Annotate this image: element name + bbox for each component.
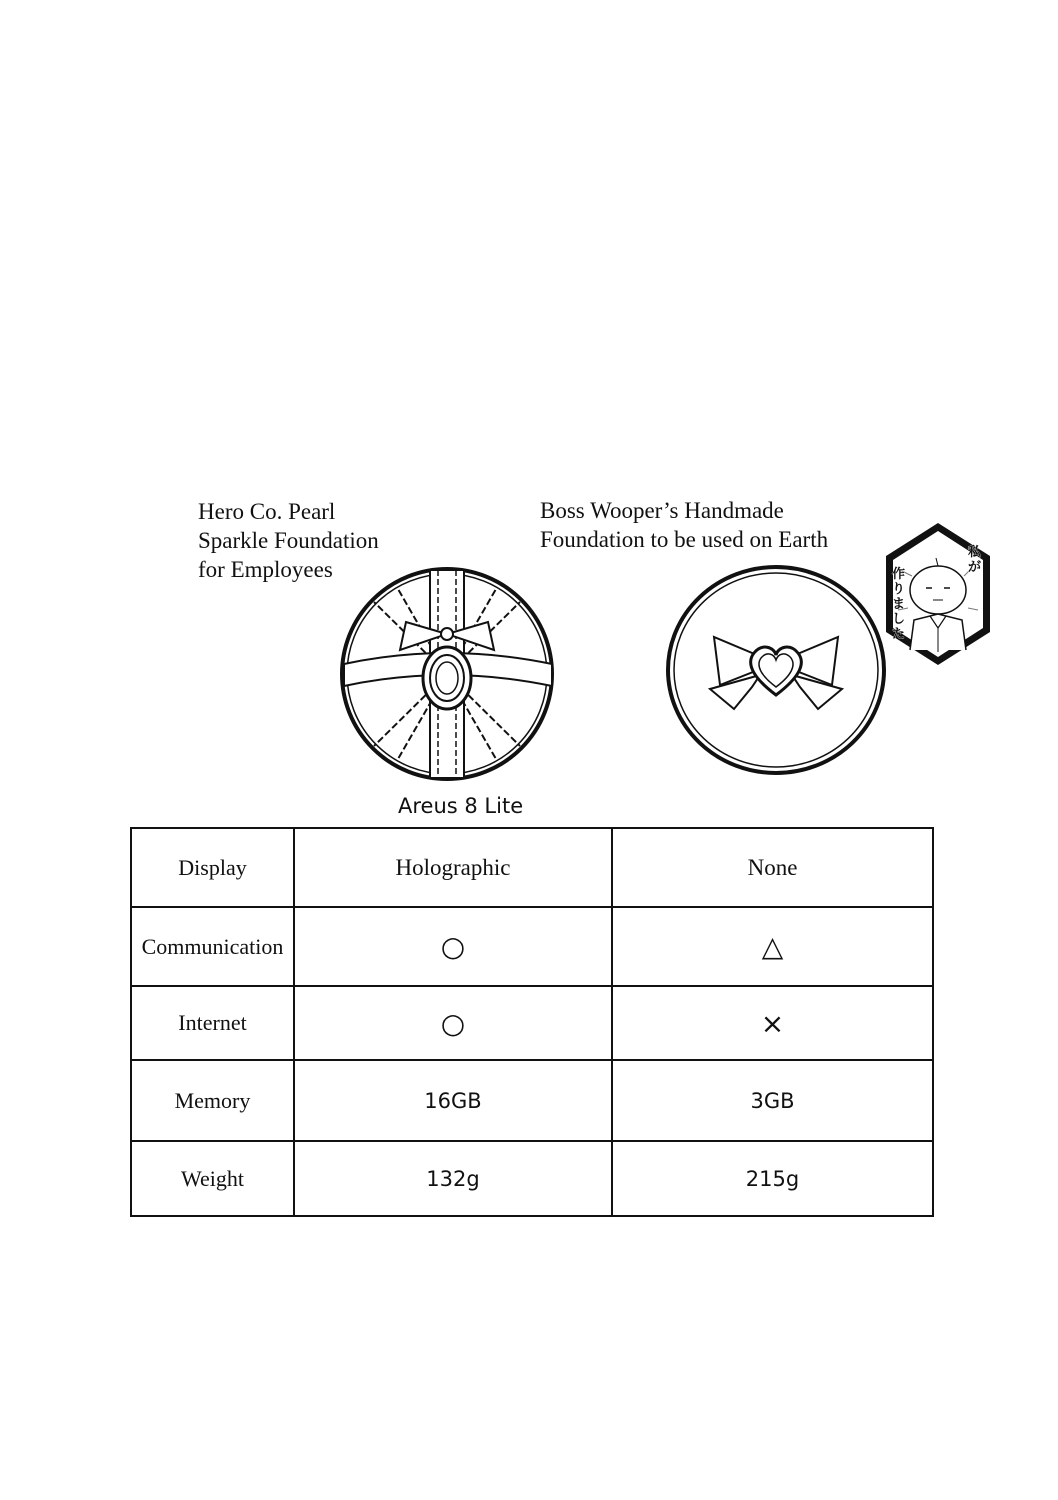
row-label: Internet <box>131 986 294 1060</box>
handmade-compact-illustration <box>664 563 890 781</box>
handmade-value: × <box>612 986 933 1060</box>
pearl-value: 132g <box>294 1141 612 1216</box>
pearl-value: 16GB <box>294 1060 612 1141</box>
table-row <box>131 1141 933 1216</box>
character-hexagon-badge <box>880 520 996 668</box>
row-label: Display <box>131 828 294 907</box>
pearl-value: Holographic <box>294 828 612 907</box>
row-label: Weight <box>131 1141 294 1216</box>
table-row <box>131 1060 933 1141</box>
table-row <box>131 986 933 1060</box>
svg-text:作: 作 <box>892 567 906 582</box>
row-label: Communication <box>131 907 294 986</box>
pearl-value: ○ <box>294 907 612 986</box>
model-label: Areus 8 Lite <box>398 794 524 818</box>
svg-text:が: が <box>968 560 982 575</box>
caption-boss-wooper-foundation: Boss Wooper’s Handmade Foundation to be used on Earth <box>540 498 829 552</box>
svg-text:し: し <box>892 612 906 627</box>
svg-text:り: り <box>892 582 906 597</box>
svg-text:私: 私 <box>968 545 982 560</box>
handmade-value: △ <box>612 907 933 986</box>
handmade-value: 215g <box>612 1141 933 1216</box>
caption-pearl-sparkle-foundation: Hero Co. Pearl Sparkle Foundation for Employees <box>198 499 379 582</box>
table-row <box>131 828 933 907</box>
handmade-value: None <box>612 828 933 907</box>
handmade-value: 3GB <box>612 1060 933 1141</box>
pearl-compact-illustration <box>338 564 558 786</box>
svg-text:ま: ま <box>892 597 906 612</box>
row-label: Memory <box>131 1060 294 1141</box>
pearl-value: ○ <box>294 986 612 1060</box>
spec-comparison-table <box>130 827 934 1217</box>
svg-text:た: た <box>892 627 906 642</box>
table-row <box>131 907 933 986</box>
